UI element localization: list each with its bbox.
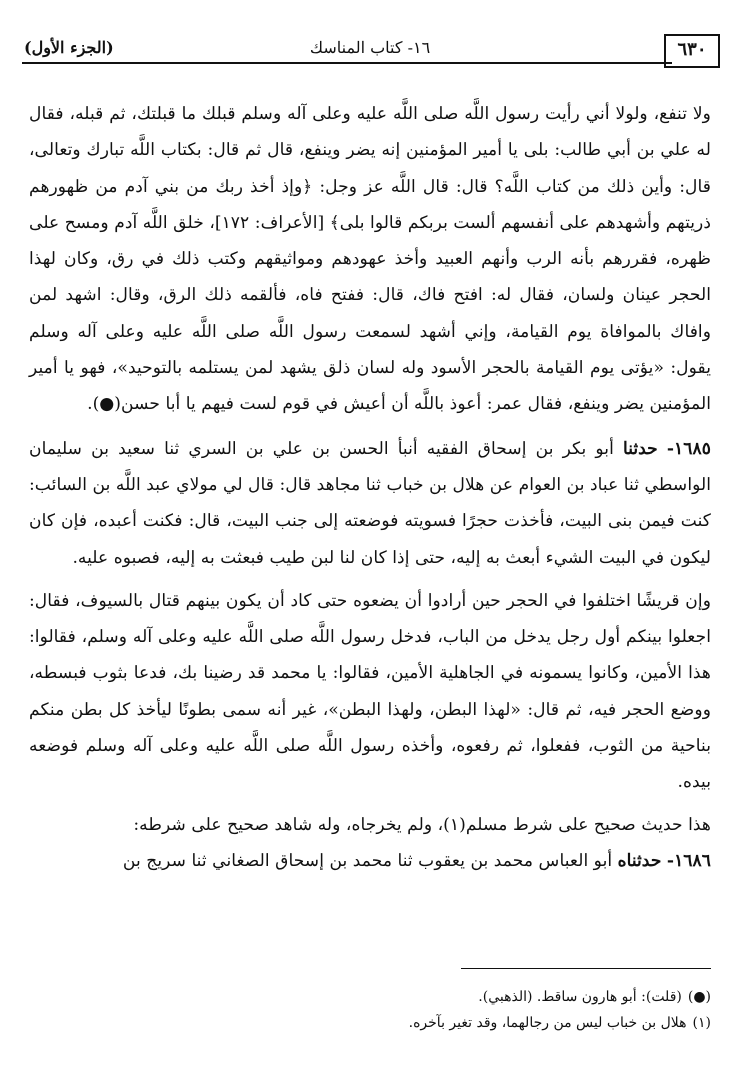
header-divider	[22, 62, 672, 64]
footnote-marker: (●)	[687, 989, 711, 1005]
page-header	[20, 34, 720, 62]
hadith-text: أبو بكر بن إسحاق الفقيه أنبأ الحسن بن علي بن السري ثنا سعيد بن سليمان الواسطي ثنا عباد بن العوام عن هلال بن خباب ثنا مجاهد قال: قال لي مولاي عبد اللَّه بن السائب: كنت فيمن بنى البيت، فأخذت حجرًا فسويته فوضعته إلى جنب البيت، قال: فكنت أعبده، فإن كان ليكون في البيت الشيء أبعث به إليه، حتى إذا كان لنا لبن طيب فبعثت به إليه، فصبوه عليه.	[29, 438, 711, 568]
paragraph-quraysh: وإن قريشًا اختلفوا في الحجر حين أرادوا أن يضعوه حتى كاد أن يكون بينهم قتال بالسيوف، فقال: اجعلوا بينكم أول رجل يدخل من الباب، فدخل رسول اللَّه صلى اللَّه عليه وعلى آله وسلم، فقالوا: هذا الأمين، وكانوا يسمونه في الجاهلية الأمين، فقالوا: يا محمد قد رضينا بك، فدعا بثوب فبسطه، ووضع الحجر فيه، ثم قال: «لهذا البطن، ولهذا البطن»، غير أنه سمى بطونًا ليأخذ كل بطن منكم بناحية من الثوب، ففعلوا، ثم رفعوه، وأخذه رسول اللَّه صلى اللَّه عليه وعلى آله وسلم فوضعه بيده.	[29, 590, 711, 793]
paragraph-continuation: ولا تنفع، ولولا أني رأيت رسول اللَّه صلى اللَّه عليه وعلى آله وسلم قبلك ما قبلتك، ثم قبله، فقال له علي بن أبي طالب: بلى يا أمير المؤمنين إنه يضر وينفع، قال ثم قال: بكتاب اللَّه تبارك وتعالى، قال: وأين ذلك من كتاب اللَّه؟ قال: قال اللَّه عز وجل: ﴿وإذ أخذ ربك من بني آدم من ظهورهم ذريتهم وأشهدهم على أنفسهم ألست بربكم قالوا بلى﴾ [الأعراف: ١٧٢]، خلق اللَّه آدم ومسح على ظهره، فقررهم بأنه الرب وأنهم العبيد وأخذ عهودهم ومواثيقهم وكتب ذلك في رق، وكان لهذا الحجر عينان ولسان، فقال له: افتح فاك، قال: ففتح فاه، فألقمه ذلك الرق، وقال: اشهد لمن وافاك بالموافاة يوم القيامة، وإني أشهد لسمعت رسول اللَّه صلى اللَّه عليه وعلى آله وسلم يقول: «يؤتى يوم القيامة بالحجر الأسود وله لسان ذلق يشهد لمن يستلمه بالتوحيد»، فهو يا أمير المؤمنين يضر وينفع، فقال عمر: أعوذ باللَّه أن أعيش في قوم لست فيهم يا أبا حسن(●).	[29, 104, 711, 415]
footnote-item	[29, 984, 711, 1010]
hadith-text: أبو العباس محمد بن يعقوب ثنا محمد بن إسحاق الصغاني ثنا سريج بن	[122, 850, 613, 871]
hadith-number: ١٦٨٦-	[666, 850, 711, 871]
footnote-text: هلال بن خباب ليس من رجالهما، وقد تغير بآخره.	[408, 1015, 687, 1031]
hadith-verdict: هذا حديث صحيح على شرط مسلم(١)، ولم يخرجاه، وله شاهد صحيح على شرطه:	[133, 814, 711, 835]
hadith-number: ١٦٨٥-	[666, 438, 711, 459]
footnote-divider	[461, 968, 711, 969]
footnote-marker: (١)	[692, 1015, 711, 1031]
hadith-1686	[29, 843, 711, 879]
hadith-transmission-verb: حدثنا	[622, 438, 658, 459]
footnote-text: (قلت): أبو هارون ساقط. (الذهبي).	[478, 989, 682, 1005]
chapter-title: ١٦- كتاب المناسك	[309, 38, 431, 57]
footnotes	[29, 984, 711, 1036]
main-text	[29, 96, 711, 879]
page-number-box: ٦٣٠	[664, 34, 720, 68]
footnote-item	[29, 1010, 711, 1036]
hadith-1685	[29, 431, 711, 576]
volume-label: (الجزء الأول)	[24, 38, 114, 57]
hadith-transmission-verb: حدثناه	[617, 850, 662, 871]
